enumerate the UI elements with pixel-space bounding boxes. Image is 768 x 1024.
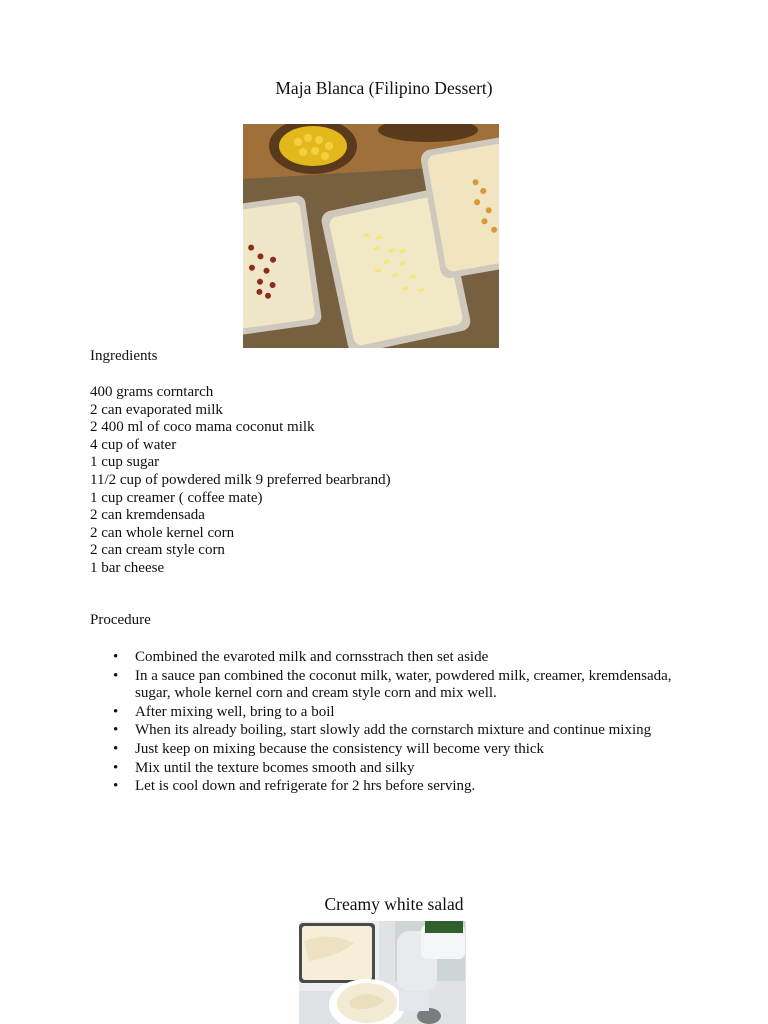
recipe-title-2: Creamy white salad (324, 894, 464, 914)
ingredient-item: 2 can cream style corn (90, 542, 225, 559)
bullet: • (113, 649, 119, 665)
ingredients-heading: Ingredients (90, 348, 158, 364)
ingredient-item: 2 can evaporated milk (90, 401, 223, 418)
bullet: • (113, 740, 119, 757)
step-text: Combined the evaroted milk and cornsstrach then set aside (135, 649, 489, 665)
procedure-step (113, 778, 673, 796)
procedure-step (113, 649, 673, 667)
procedure-heading: Procedure (90, 612, 151, 628)
bullet: • (113, 759, 119, 776)
creamy-salad-photo (299, 921, 466, 1024)
bullet: • (113, 703, 119, 720)
step-text: Let is cool down and refrigerate for 2 hrs before serving. (135, 778, 476, 795)
procedure-step (113, 668, 673, 703)
maja-blanca-photo (243, 124, 499, 348)
procedure-step (113, 741, 673, 759)
ingredient-item: 11/2 cup of powdered milk 9 preferred bearbrand) (90, 471, 391, 488)
ingredient-item: 400 grams corntarch (90, 384, 214, 400)
ingredient-item: 1 bar cheese (90, 559, 165, 576)
ingredient-item: 1 cup sugar (90, 454, 160, 471)
step-text: When its already boiling, start slowly add the cornstarch mixture and continue mixing (135, 722, 652, 739)
bullet: • (113, 722, 119, 739)
ingredient-item: 4 cup of water (90, 436, 177, 453)
ingredient-item: 2 400 ml of coco mama coconut milk (90, 419, 315, 436)
procedure-list (113, 649, 673, 797)
ingredients-list (90, 384, 391, 578)
ingredient-item: 1 cup creamer ( coffee mate) (90, 489, 263, 506)
step-text: In a sauce pan combined the coconut milk, water, powdered milk, creamer, kremdensada, sugar, whole kernel corn and cream style corn and mix well. (135, 667, 672, 702)
step-text: After mixing well, bring to a boil (135, 703, 335, 720)
step-text: Mix until the texture bcomes smooth and silky (135, 759, 415, 776)
recipe-title: Maja Blanca (Filipino Dessert) (275, 78, 493, 98)
procedure-step (113, 760, 673, 778)
ingredient-item: 2 can kremdensada (90, 507, 205, 524)
step-text: Just keep on mixing because the consistency will become very thick (135, 740, 545, 757)
bullet: • (113, 778, 119, 795)
procedure-step (113, 722, 673, 740)
ingredient-item: 2 can whole kernel corn (90, 524, 235, 541)
bullet: • (113, 667, 119, 684)
procedure-step (113, 704, 673, 722)
